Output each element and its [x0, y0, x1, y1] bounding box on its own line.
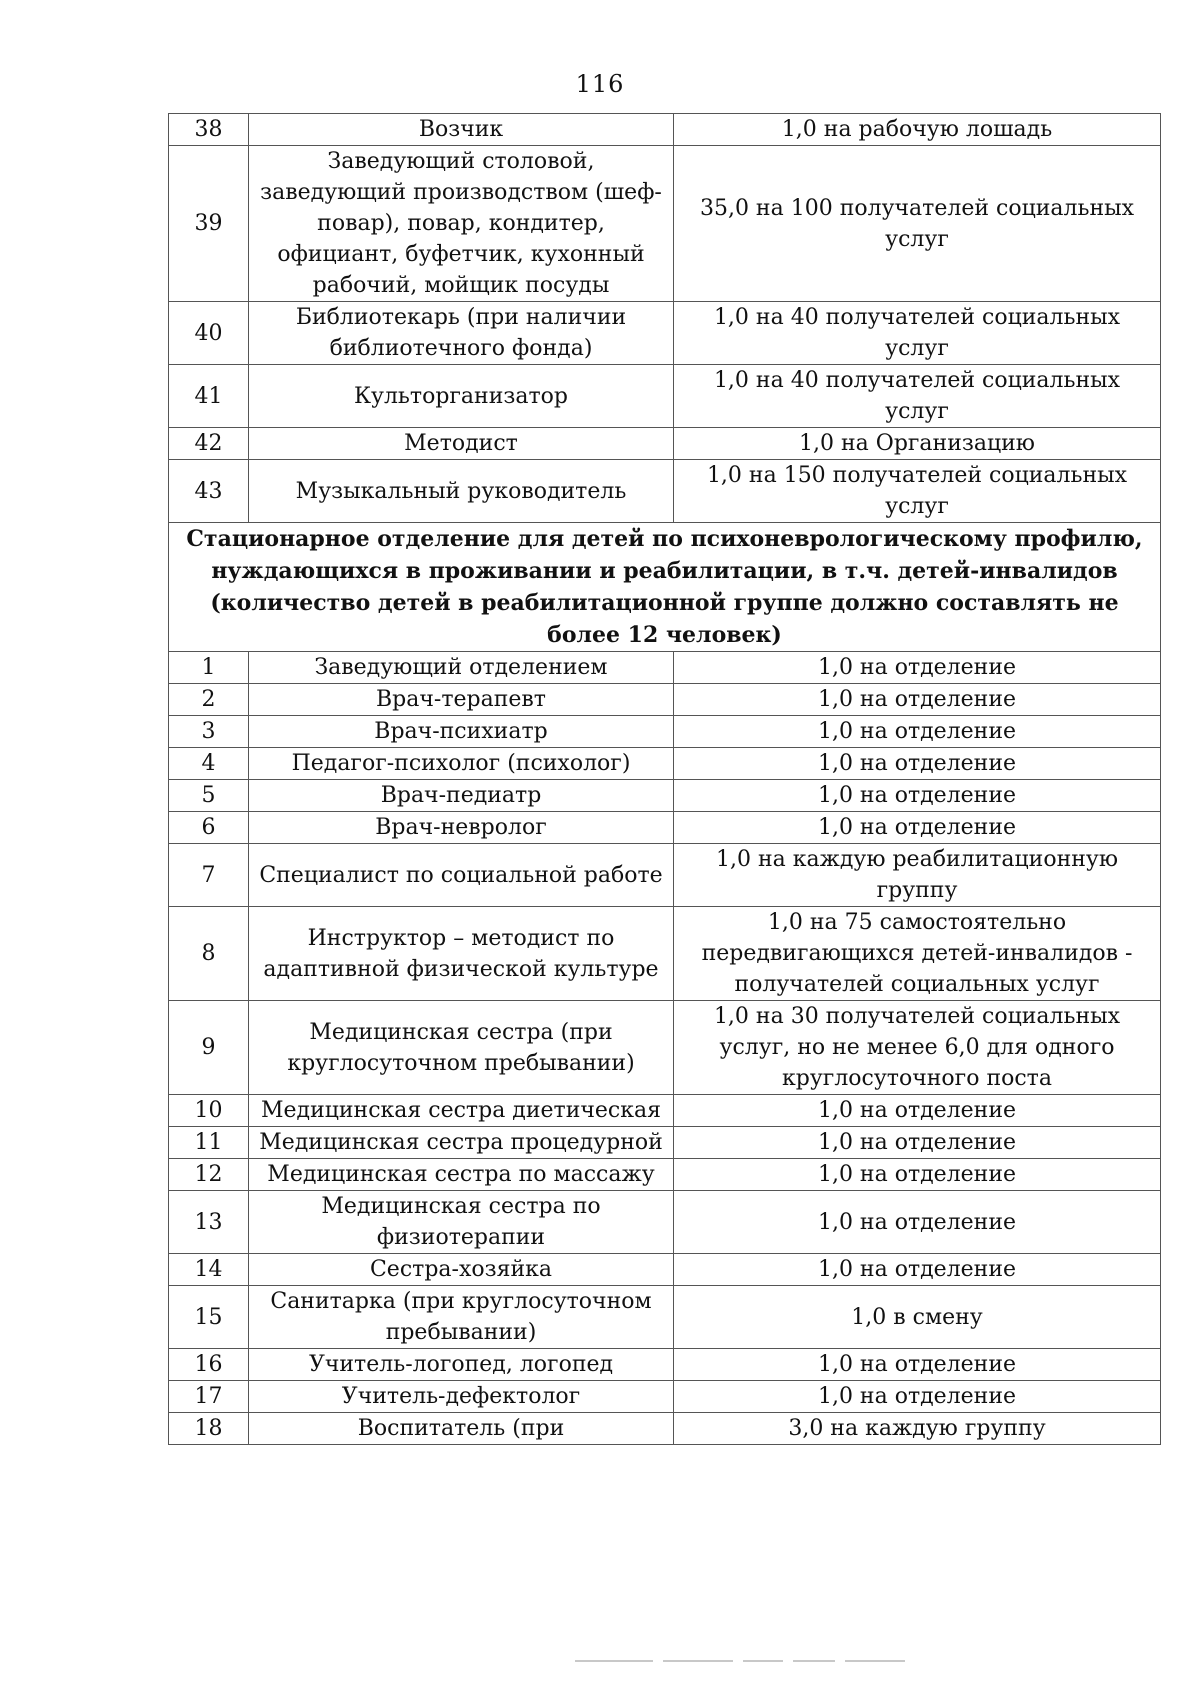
staffing-norm: 1,0 на отделение [674, 812, 1161, 844]
page-number: 116 [575, 70, 625, 98]
scan-mark [743, 1660, 783, 1662]
row-number: 38 [169, 114, 249, 146]
position-name: Специалист по социальной работе [249, 844, 674, 907]
row-number: 15 [169, 1286, 249, 1349]
position-name: Врач-психиатр [249, 716, 674, 748]
table-row [169, 1381, 1161, 1413]
staffing-norm: 1,0 на отделение [674, 1127, 1161, 1159]
staffing-norm: 1,0 на отделение [674, 1095, 1161, 1127]
staffing-norm: 1,0 на отделение [674, 1159, 1161, 1191]
staffing-norm: 1,0 на отделение [674, 748, 1161, 780]
row-number: 43 [169, 460, 249, 523]
position-name: Заведующий отделением [249, 652, 674, 684]
staffing-norm: 1,0 на отделение [674, 716, 1161, 748]
staffing-norm: 1,0 в смену [674, 1286, 1161, 1349]
table-row [169, 146, 1161, 302]
table-row [169, 1127, 1161, 1159]
staffing-norm: 1,0 на рабочую лошадь [674, 114, 1161, 146]
position-name: Сестра-хозяйка [249, 1254, 674, 1286]
row-number: 4 [169, 748, 249, 780]
table-row [169, 1413, 1161, 1445]
table-row [169, 684, 1161, 716]
table-row [169, 844, 1161, 907]
position-name: Возчик [249, 114, 674, 146]
position-name: Медицинская сестра по физиотерапии [249, 1191, 674, 1254]
position-name: Библиотекарь (при наличии библиотечного фонда) [249, 302, 674, 365]
staffing-norm: 1,0 на отделение [674, 1254, 1161, 1286]
table-row [169, 748, 1161, 780]
table-row [169, 460, 1161, 523]
row-number: 3 [169, 716, 249, 748]
table-row [169, 302, 1161, 365]
staffing-norm: 1,0 на каждую реабилитационную группу [674, 844, 1161, 907]
row-number: 8 [169, 907, 249, 1001]
table-row [169, 428, 1161, 460]
staffing-norm: 1,0 на отделение [674, 652, 1161, 684]
table-row [169, 812, 1161, 844]
position-name: Методист [249, 428, 674, 460]
staffing-norm: 1,0 на 75 самостоятельно передвигающихся детей-инвалидов - получателей социальных услуг [674, 907, 1161, 1001]
staffing-norm: 1,0 на отделение [674, 1349, 1161, 1381]
row-number: 6 [169, 812, 249, 844]
row-number: 11 [169, 1127, 249, 1159]
position-name: Медицинская сестра процедурной [249, 1127, 674, 1159]
row-number: 13 [169, 1191, 249, 1254]
row-number: 41 [169, 365, 249, 428]
staffing-norm: 1,0 на отделение [674, 780, 1161, 812]
table-row [169, 114, 1161, 146]
staffing-norm: 1,0 на 150 получателей социальных услуг [674, 460, 1161, 523]
staffing-norm: 1,0 на 40 получателей социальных услуг [674, 302, 1161, 365]
position-name: Врач-невролог [249, 812, 674, 844]
position-name: Заведующий столовой, заведующий производством (шеф-повар), повар, кондитер, официант, буфетчик, кухонный рабочий, мойщик посуды [249, 146, 674, 302]
section-header-row [169, 523, 1161, 652]
table-row [169, 1159, 1161, 1191]
scan-mark [663, 1660, 733, 1662]
table-row [169, 1095, 1161, 1127]
table-row [169, 1254, 1161, 1286]
table-row [169, 907, 1161, 1001]
row-number: 42 [169, 428, 249, 460]
position-name: Воспитатель (при [249, 1413, 674, 1445]
row-number: 7 [169, 844, 249, 907]
row-number: 39 [169, 146, 249, 302]
table-row [169, 1001, 1161, 1095]
row-number: 10 [169, 1095, 249, 1127]
table-row [169, 365, 1161, 428]
staffing-norm: 3,0 на каждую группу [674, 1413, 1161, 1445]
row-number: 17 [169, 1381, 249, 1413]
staffing-norm: 1,0 на отделение [674, 1381, 1161, 1413]
staffing-norm: 1,0 на отделение [674, 684, 1161, 716]
footer-scan-marks [575, 1660, 915, 1664]
position-name: Педагог-психолог (психолог) [249, 748, 674, 780]
staffing-table [168, 113, 1161, 1445]
position-name: Санитарка (при круглосуточном пребывании) [249, 1286, 674, 1349]
staffing-norm: 35,0 на 100 получателей социальных услуг [674, 146, 1161, 302]
row-number: 40 [169, 302, 249, 365]
position-name: Медицинская сестра по массажу [249, 1159, 674, 1191]
staffing-norm: 1,0 на отделение [674, 1191, 1161, 1254]
position-name: Врач-педиатр [249, 780, 674, 812]
section-title: Стационарное отделение для детей по психоневрологическому профилю, нуждающихся в проживании и реабилитации, в т.ч. детей-инвалидов (количество детей в реабилитационной группе должно составлять не более 12 человек) [169, 523, 1161, 652]
row-number: 12 [169, 1159, 249, 1191]
position-name: Музыкальный руководитель [249, 460, 674, 523]
position-name: Инструктор – методист по адаптивной физической культуре [249, 907, 674, 1001]
position-name: Учитель-дефектолог [249, 1381, 674, 1413]
position-name: Врач-терапевт [249, 684, 674, 716]
table-row [169, 716, 1161, 748]
scan-mark [793, 1660, 835, 1662]
position-name: Медицинская сестра диетическая [249, 1095, 674, 1127]
staffing-norm: 1,0 на 30 получателей социальных услуг, но не менее 6,0 для одного круглосуточного поста [674, 1001, 1161, 1095]
row-number: 14 [169, 1254, 249, 1286]
staffing-norm: 1,0 на Организацию [674, 428, 1161, 460]
table-row [169, 780, 1161, 812]
table-row [169, 1349, 1161, 1381]
position-name: Медицинская сестра (при круглосуточном пребывании) [249, 1001, 674, 1095]
scan-mark [575, 1660, 653, 1662]
staffing-norm: 1,0 на 40 получателей социальных услуг [674, 365, 1161, 428]
row-number: 16 [169, 1349, 249, 1381]
scan-mark [845, 1660, 905, 1662]
row-number: 9 [169, 1001, 249, 1095]
row-number: 5 [169, 780, 249, 812]
row-number: 2 [169, 684, 249, 716]
position-name: Культорганизатор [249, 365, 674, 428]
table-row [169, 1191, 1161, 1254]
table-row [169, 1286, 1161, 1349]
row-number: 18 [169, 1413, 249, 1445]
table-row [169, 652, 1161, 684]
position-name: Учитель-логопед, логопед [249, 1349, 674, 1381]
row-number: 1 [169, 652, 249, 684]
